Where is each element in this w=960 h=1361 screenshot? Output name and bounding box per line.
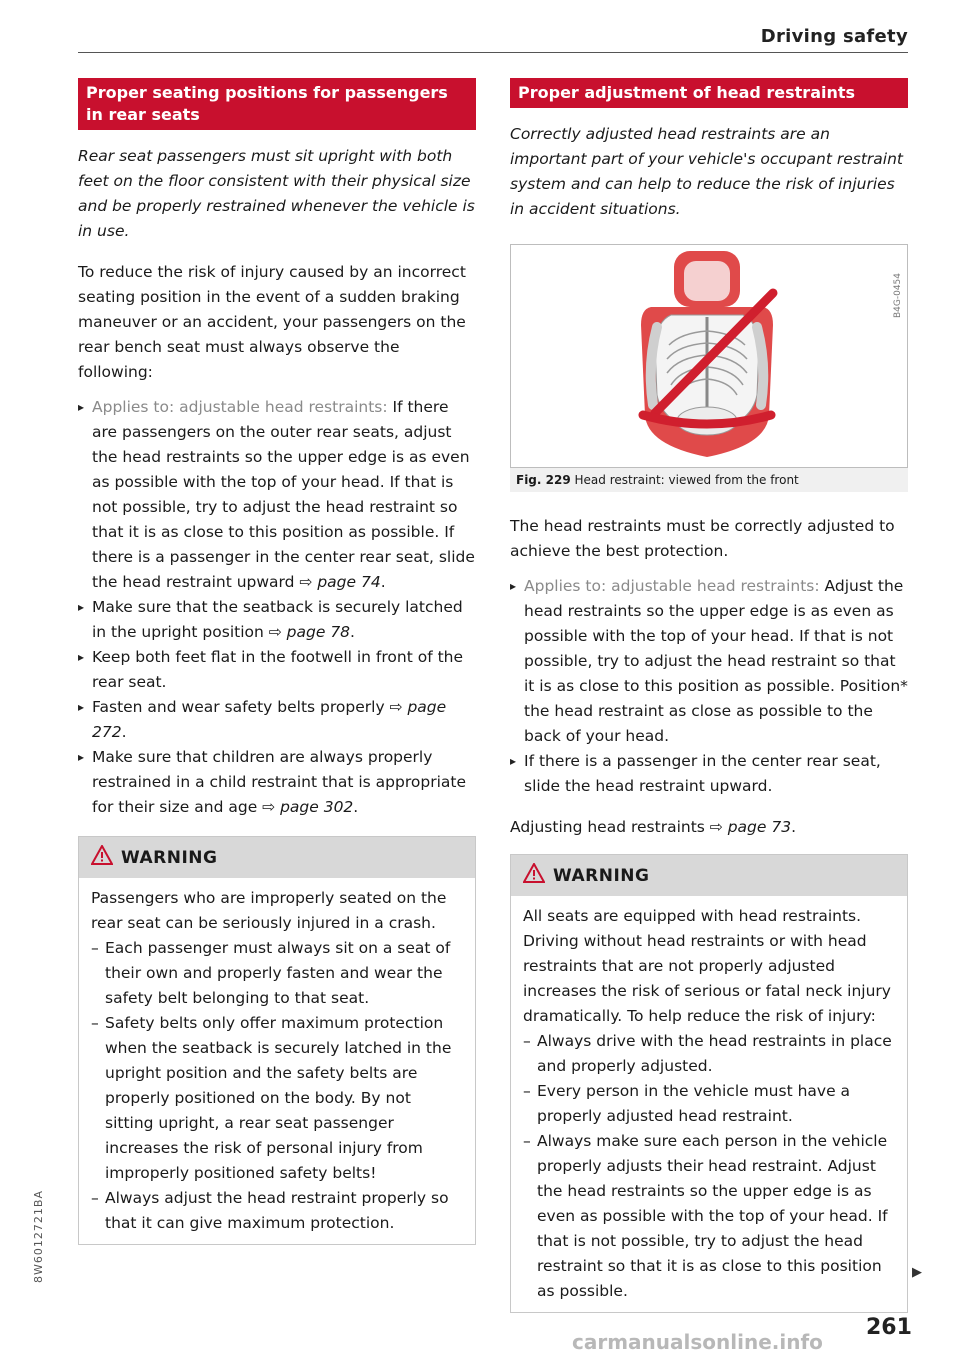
document-code: 8W6012721BA xyxy=(32,1190,45,1283)
left-paragraph: To reduce the risk of injury caused by an incorrect seating position in the event of a sudden braking maneuver or an accident, your passengers on the rear bench seat must always observe the following: xyxy=(78,263,466,381)
list-item: – Each passenger must always sit on a seat of their own and properly fasten and wear the safety belt belonging to that seat. xyxy=(91,936,463,1011)
warning-intro: Passengers who are improperly seated on the rear seat can be seriously injured in a crash. xyxy=(91,889,447,932)
warning-intro: All seats are equipped with head restraints. Driving without head restraints or with head restraints that are not properly adjusted increases the risk of serious or fatal neck injury dramatically. To help reduce the risk of injury: xyxy=(523,907,891,1025)
section-title: Driving safety xyxy=(760,26,908,47)
right-paragraph: The head restraints must be correctly adjusted to achieve the best protection. xyxy=(510,517,895,560)
left-heading: Proper seating positions for passengers in rear seats xyxy=(78,78,476,130)
warning-label: WARNING xyxy=(121,847,218,868)
page-link[interactable]: ⇨ page 78 xyxy=(268,623,351,641)
figure-id: B4G-0454 xyxy=(893,273,903,319)
left-column xyxy=(78,78,476,1245)
watermark: carmanualsonline.info xyxy=(572,1330,823,1354)
list-item: ▸ Keep both feet flat in the footwell in front of the rear seat. xyxy=(78,645,476,695)
list-item: ▸ If there is a passenger in the center rear seat, slide the head restraint upward. xyxy=(510,749,908,799)
right-intro: Correctly adjusted head restraints are an important part of your vehicle's occupant restraint system and can help to reduce the risk of injuries in accident situations. xyxy=(510,125,903,218)
list-item: ▸ Make sure that the seatback is securely latched in the upright position ⇨ page 78. xyxy=(78,595,476,645)
continue-arrow-icon: ▶ xyxy=(912,1265,922,1280)
warning-header xyxy=(511,855,907,896)
warning-triangle-icon xyxy=(523,863,545,888)
adjust-paragraph: Adjusting head restraints ⇨ page 73. xyxy=(510,818,796,836)
warning-label: WARNING xyxy=(553,865,650,886)
warning-list xyxy=(523,1029,895,1304)
page-link[interactable]: ⇨ page 302 xyxy=(262,798,354,816)
list-item: – Safety belts only offer maximum protection when the seatback is securely latched in the upright position and the safety belts are properly positioned on the body. By not sitting upright, a rear seat passenger increases the risk of personal injury from improperly positioned safety belts! xyxy=(91,1011,463,1186)
right-column xyxy=(510,78,908,1313)
warning-body xyxy=(79,878,475,1244)
warning-list xyxy=(91,936,463,1236)
left-bullet-list xyxy=(78,395,476,820)
list-item: ▸ Applies to: adjustable head restraints: Adjust the head restraints so the upper edge is as even as possible with the top of your head. If that is not possible, try to adjust the head restraint so that it is as close to this position as possible. Position* the head restraint as close as possible to the back of your head. xyxy=(510,574,908,749)
right-warning-box xyxy=(510,854,908,1313)
page-number: 261 xyxy=(866,1315,912,1340)
right-heading: Proper adjustment of head restraints xyxy=(510,78,908,108)
list-item: ▸ Make sure that children are always properly restrained in a child restraint that is appropriate for their size and age ⇨ page 302. xyxy=(78,745,476,820)
page-link[interactable]: ⇨ page 74 xyxy=(299,573,381,591)
header-rule xyxy=(78,52,908,53)
left-warning-box xyxy=(78,836,476,1245)
figure-caption: Fig. 229 Head restraint: viewed from the front xyxy=(510,468,908,492)
list-item: – Always adjust the head restraint properly so that it can give maximum protection. xyxy=(91,1186,463,1236)
warning-header xyxy=(79,837,475,878)
list-item: ▸ Fasten and wear safety belts properly ⇨ page 272. xyxy=(78,695,476,745)
page-link[interactable]: ⇨ page 272 xyxy=(92,698,447,741)
left-intro: Rear seat passengers must sit upright with both feet on the floor consistent with their physical size and be properly restrained whenever the vehicle is in use. xyxy=(78,147,475,240)
list-item: – Every person in the vehicle must have a properly adjusted head restraint. xyxy=(523,1079,895,1129)
page-link[interactable]: ⇨ page 73 xyxy=(709,818,792,836)
list-item: – Always drive with the head restraints in place and properly adjusted. xyxy=(523,1029,895,1079)
list-item: ▸ Applies to: adjustable head restraints: If there are passengers on the outer rear seats, adjust the head restraints so the upper edge is as even as possible with the top of your head. If that is not possible, try to adjust the head restraint so that it is as close to this position as possible. If there is a passenger in the center rear seat, slide the head restraint upward ⇨ page 74. xyxy=(78,395,476,595)
warning-triangle-icon xyxy=(91,845,113,870)
figure-head-restraint xyxy=(510,244,908,468)
warning-body xyxy=(511,896,907,1312)
right-bullet-list xyxy=(510,574,908,799)
list-item: – Always make sure each person in the vehicle properly adjusts their head restraint. Adjust the head restraints so the upper edge is as even as possible with the top of your head. If that is not possible, try to adjust the head restraint so that it is as close to this position as possible. xyxy=(523,1129,895,1304)
head-restraint-illustration xyxy=(511,245,907,465)
